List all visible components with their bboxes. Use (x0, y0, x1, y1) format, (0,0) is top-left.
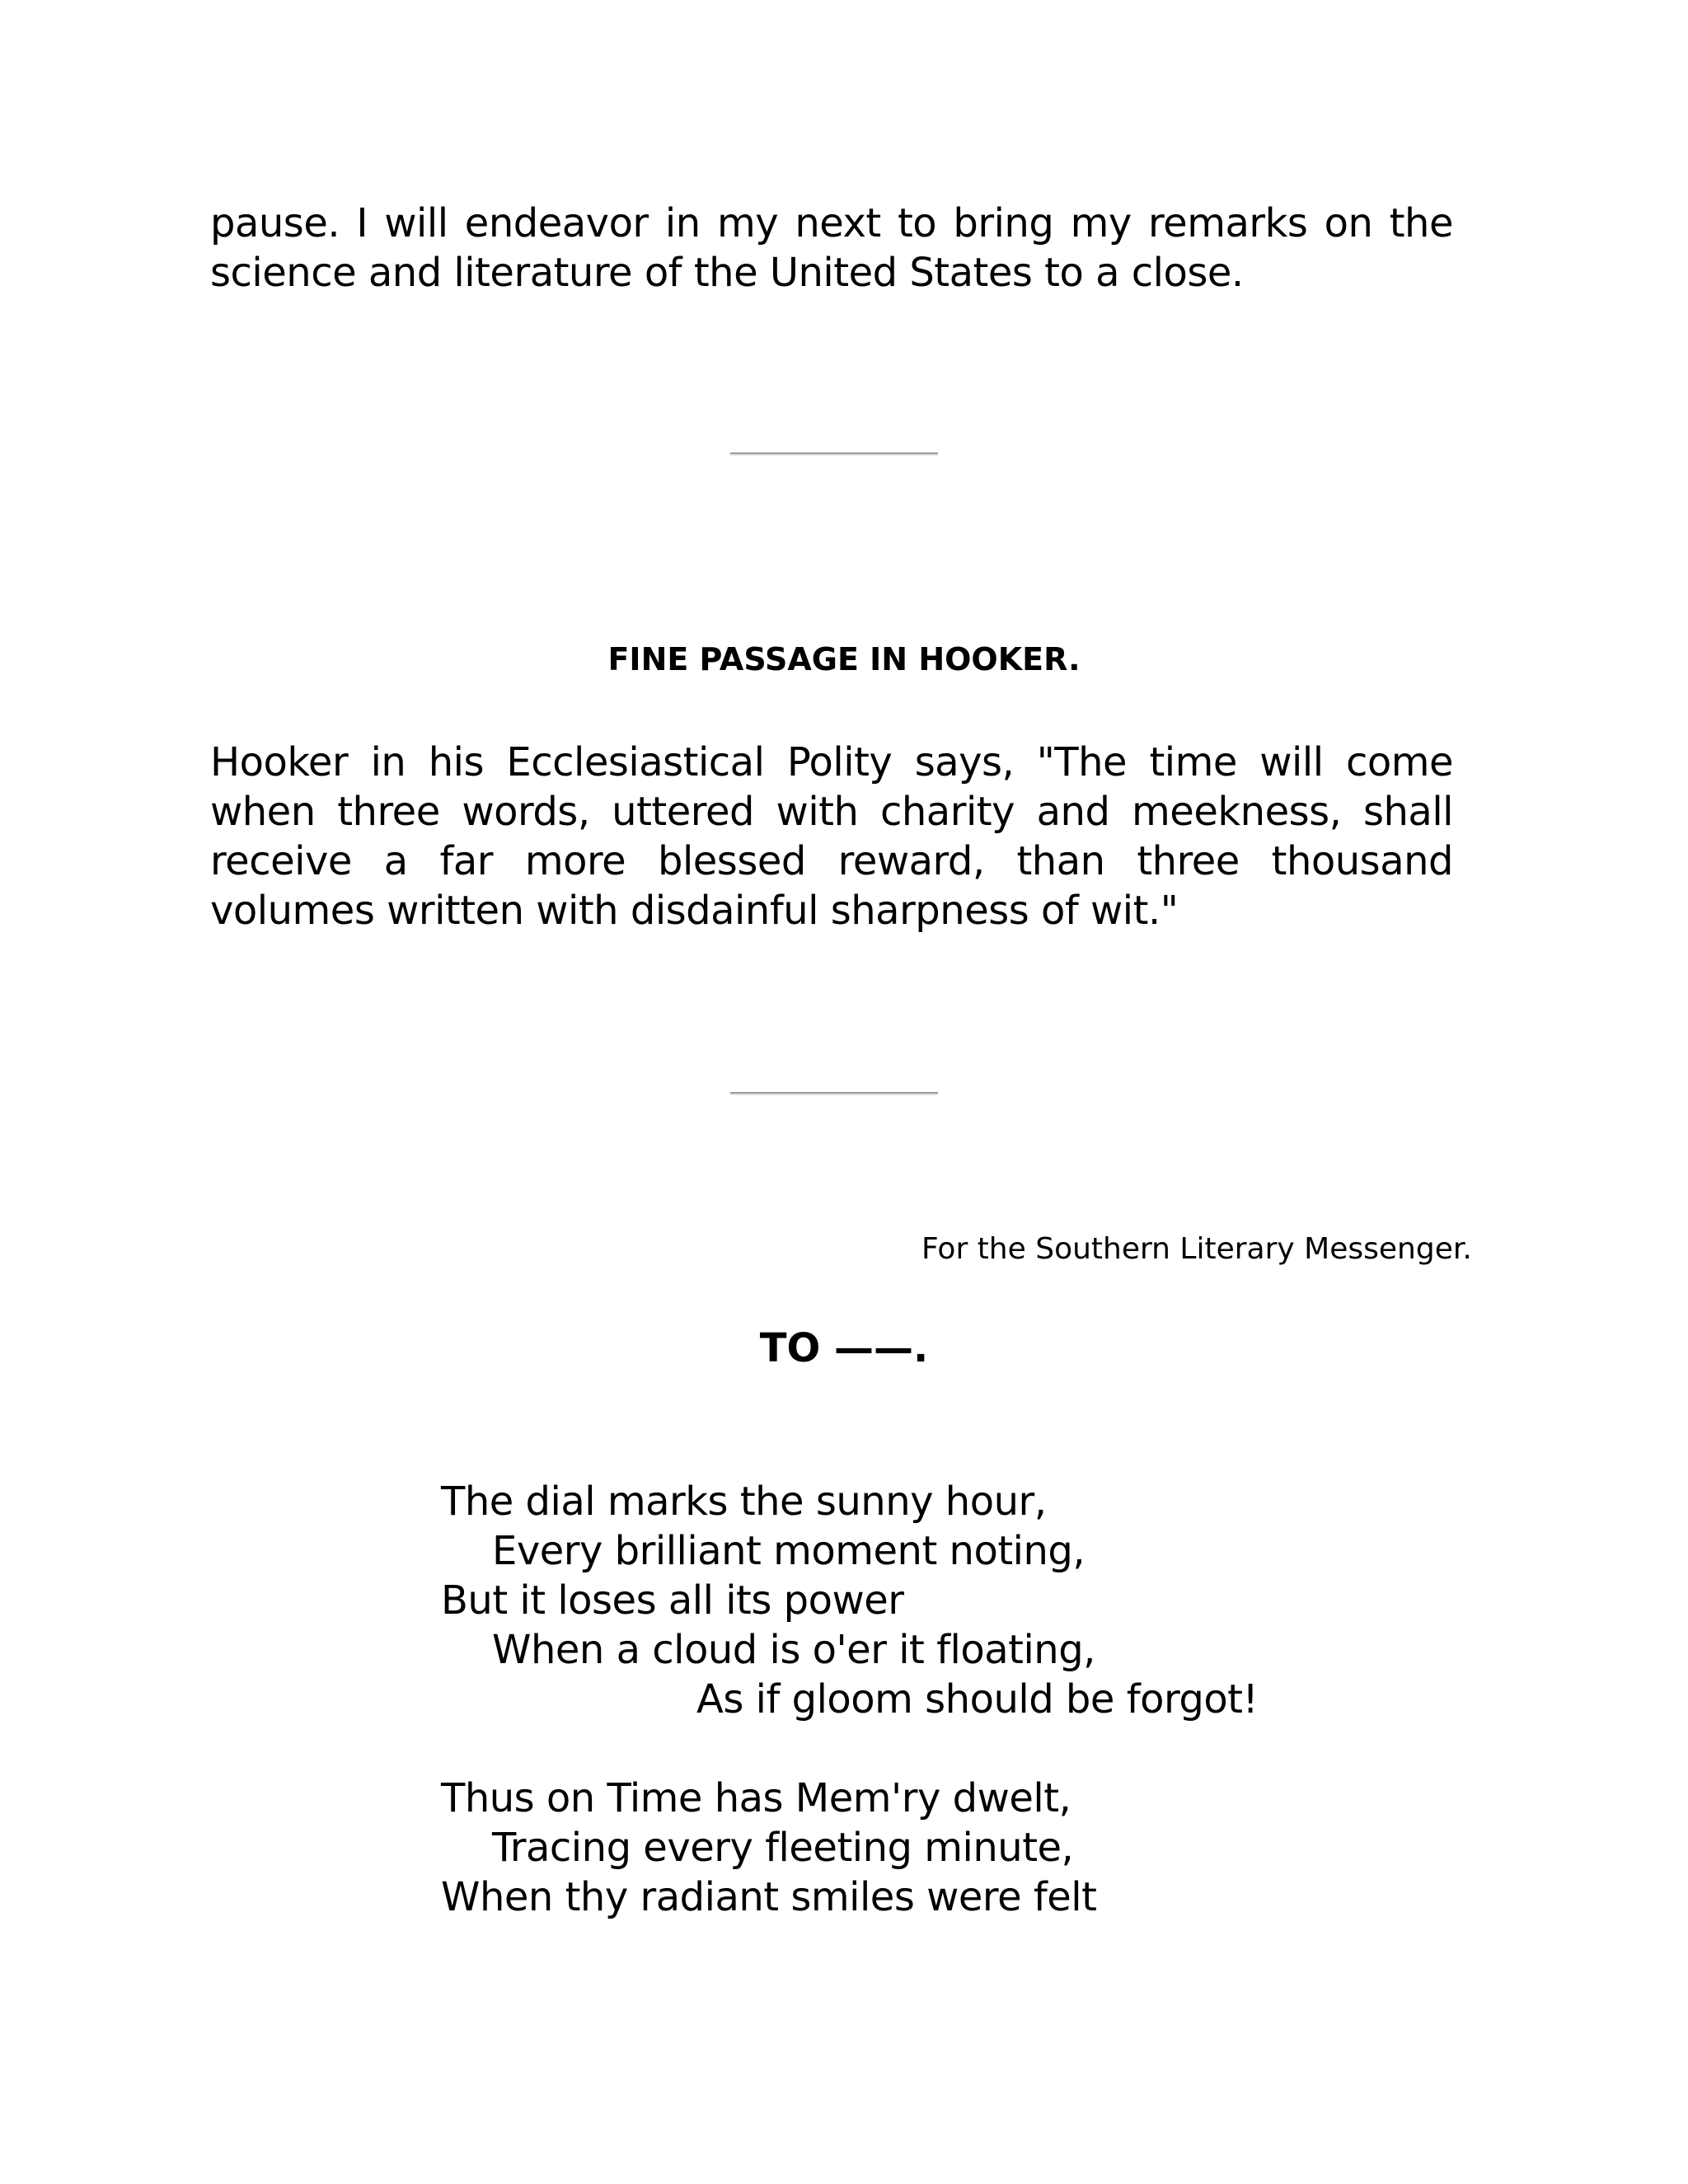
section-divider (730, 1092, 938, 1095)
attribution-line: For the Southern Literary Messenger. (921, 1232, 1472, 1266)
poem-line: When thy radiant smiles were felt (441, 1874, 1097, 1920)
poem-stanza (441, 1774, 1258, 1922)
poem-stanza (441, 1477, 1258, 1724)
poem (441, 1477, 1258, 1922)
stanza-break (441, 1724, 1258, 1774)
poem-line: When a cloud is o'er it floating, (492, 1627, 1095, 1673)
poem-title: TO ——. (759, 1325, 929, 1371)
poem-line: Thus on Time has Mem'ry dwelt, (441, 1775, 1071, 1821)
poem-line: Every brilliant moment noting, (492, 1528, 1085, 1574)
poem-line: But it loses all its power (441, 1577, 904, 1624)
section-divider (730, 452, 938, 456)
poem-line: Tracing every fleeting minute, (492, 1825, 1074, 1871)
poem-line: As if gloom should be forgot! (696, 1676, 1259, 1722)
article-title: FINE PASSAGE IN HOOKER. (607, 641, 1081, 677)
continuation-paragraph: pause. I will endeavor in my next to bring my remarks on the science and literature of the United States to a close. (210, 200, 1453, 296)
poem-line: The dial marks the sunny hour, (441, 1479, 1047, 1525)
article-body: Hooker in his Ecclesiastical Polity says, "The time will come when three words, uttered with charity and meekness, shall receive a far more blessed reward, than three thousand volumes written with disdainful sharpness of wit." (210, 739, 1453, 934)
